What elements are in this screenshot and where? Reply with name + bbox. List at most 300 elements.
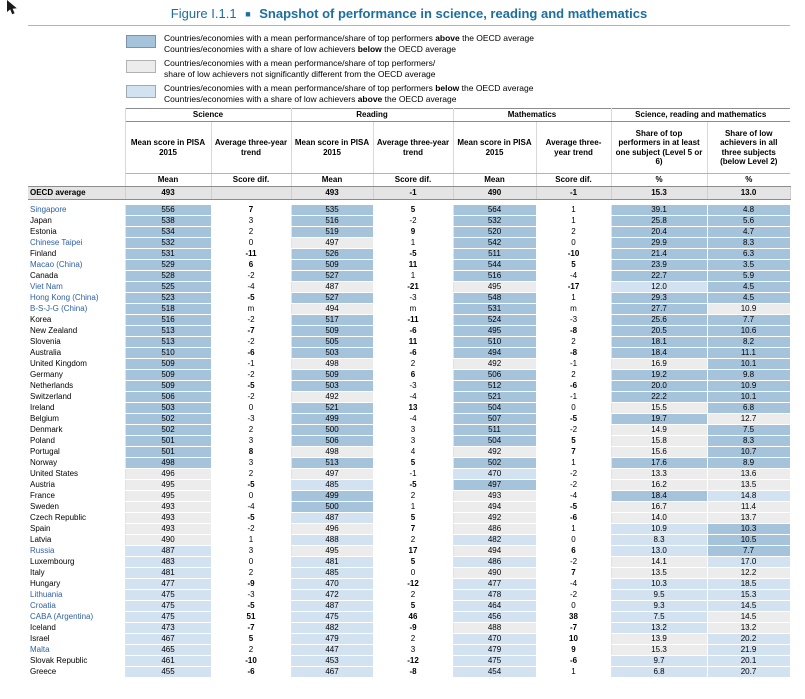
science-mean-cell: 495 — [125, 479, 211, 490]
reading-mean-cell: 472 — [291, 589, 373, 600]
math-trend-cell: -7 — [536, 622, 611, 633]
country-name: Japan — [28, 215, 125, 226]
math-mean-cell: 470 — [453, 633, 536, 644]
science-mean-cell: 509 — [125, 369, 211, 380]
math-mean-cell: 544 — [453, 259, 536, 270]
math-mean-cell: 478 — [453, 589, 536, 600]
country-row — [28, 578, 790, 589]
low-achievers-cell: 10.1 — [707, 391, 790, 402]
math-mean-cell: 493 — [453, 490, 536, 501]
math-mean-cell: 495 — [453, 325, 536, 336]
math-mean-cell: 486 — [453, 556, 536, 567]
reading-mean-cell: 499 — [291, 413, 373, 424]
top-performers-cell: 8.3 — [611, 534, 707, 545]
country-row — [28, 270, 790, 281]
low-achievers-cell: 10.6 — [707, 325, 790, 336]
subheader-math-trend: Average three-year trend — [536, 122, 611, 174]
top-performers-cell: 18.4 — [611, 347, 707, 358]
country-rows — [28, 205, 790, 678]
oecd-top-performers: 15.3 — [611, 187, 707, 200]
reading-trend-cell: 2 — [373, 589, 453, 600]
country-row — [28, 369, 790, 380]
reading-mean-cell: 527 — [291, 292, 373, 303]
top-performers-cell: 13.2 — [611, 622, 707, 633]
reading-trend-cell: -9 — [373, 622, 453, 633]
country-column-header — [28, 109, 125, 122]
science-mean-cell: 510 — [125, 347, 211, 358]
country-row — [28, 303, 790, 314]
math-mean-cell: 532 — [453, 215, 536, 226]
reading-trend-cell: -12 — [373, 578, 453, 589]
math-mean-cell: 564 — [453, 205, 536, 216]
country-name: Poland — [28, 435, 125, 446]
top-performers-cell: 9.7 — [611, 655, 707, 666]
subheader-row — [28, 122, 790, 174]
reading-mean-cell: 475 — [291, 611, 373, 622]
country-name: Switzerland — [28, 391, 125, 402]
reading-mean-cell: 513 — [291, 457, 373, 468]
unit-reading-trend: Score dif. — [373, 174, 453, 187]
science-mean-cell: 506 — [125, 391, 211, 402]
reading-mean-cell: 535 — [291, 205, 373, 216]
low-achievers-cell: 7.7 — [707, 314, 790, 325]
low-achievers-cell: 10.5 — [707, 534, 790, 545]
low-achievers-cell: 8.2 — [707, 336, 790, 347]
reading-trend-cell: -1 — [373, 468, 453, 479]
science-mean-cell: 487 — [125, 545, 211, 556]
top-performers-cell: 14.0 — [611, 512, 707, 523]
math-trend-cell: 7 — [536, 567, 611, 578]
reading-trend-cell: 1 — [373, 237, 453, 248]
low-achievers-cell: 3.5 — [707, 259, 790, 270]
country-row — [28, 622, 790, 633]
legend-text-line: Countries/economies with a share of low achievers above the OECD average — [164, 93, 457, 104]
reading-mean-cell: 498 — [291, 358, 373, 369]
reading-trend-cell: 1 — [373, 270, 453, 281]
science-trend-cell: 7 — [211, 205, 291, 216]
reading-mean-cell: 481 — [291, 556, 373, 567]
unit-math-trend: Score dif. — [536, 174, 611, 187]
math-trend-cell: 1 — [536, 666, 611, 677]
country-name: Estonia — [28, 226, 125, 237]
reading-mean-cell: 487 — [291, 281, 373, 292]
low-achievers-cell: 10.1 — [707, 358, 790, 369]
math-mean-cell: 492 — [453, 358, 536, 369]
math-trend-cell: -6 — [536, 512, 611, 523]
reading-trend-cell: 13 — [373, 402, 453, 413]
top-performers-cell: 15.3 — [611, 644, 707, 655]
math-trend-cell: 0 — [536, 402, 611, 413]
top-performers-cell: 10.3 — [611, 578, 707, 589]
country-name: Hungary — [28, 578, 125, 589]
country-row — [28, 292, 790, 303]
unit-low-achievers: % — [707, 174, 790, 187]
country-name: Macao (China) — [28, 259, 125, 270]
unit-science-mean: Mean — [125, 174, 211, 187]
reading-mean-cell: 509 — [291, 259, 373, 270]
top-performers-cell: 16.9 — [611, 358, 707, 369]
science-trend-cell: -2 — [211, 523, 291, 534]
math-trend-cell: 2 — [536, 336, 611, 347]
oecd-average-row — [28, 187, 790, 200]
math-trend-cell: 2 — [536, 226, 611, 237]
top-performers-cell: 19.7 — [611, 413, 707, 424]
science-trend-cell: -1 — [211, 358, 291, 369]
science-mean-cell: 490 — [125, 534, 211, 545]
math-trend-cell: 0 — [536, 600, 611, 611]
low-achievers-cell: 5.6 — [707, 215, 790, 226]
legend-swatch-not-different — [126, 60, 156, 73]
math-mean-cell: 464 — [453, 600, 536, 611]
top-performers-cell: 22.2 — [611, 391, 707, 402]
science-mean-cell: 473 — [125, 622, 211, 633]
country-row — [28, 545, 790, 556]
science-trend-cell: 1 — [211, 534, 291, 545]
reading-mean-cell: 526 — [291, 248, 373, 259]
low-achievers-cell: 12.2 — [707, 567, 790, 578]
reading-trend-cell: 5 — [373, 600, 453, 611]
math-trend-cell: -4 — [536, 490, 611, 501]
reading-trend-cell: -12 — [373, 655, 453, 666]
low-achievers-cell: 13.7 — [707, 512, 790, 523]
country-row — [28, 666, 790, 677]
science-mean-cell: 509 — [125, 358, 211, 369]
reading-trend-cell: -11 — [373, 314, 453, 325]
math-mean-cell: 511 — [453, 248, 536, 259]
reading-trend-cell: 11 — [373, 336, 453, 347]
science-trend-cell: m — [211, 303, 291, 314]
country-row — [28, 435, 790, 446]
country-name: Ireland — [28, 402, 125, 413]
science-mean-cell: 534 — [125, 226, 211, 237]
low-achievers-cell: 10.3 — [707, 523, 790, 534]
reading-trend-cell: m — [373, 303, 453, 314]
country-name: Singapore — [28, 205, 125, 216]
math-mean-cell: 495 — [453, 281, 536, 292]
math-trend-cell: 5 — [536, 259, 611, 270]
low-achievers-cell: 13.2 — [707, 622, 790, 633]
science-mean-cell: 525 — [125, 281, 211, 292]
top-performers-cell: 27.7 — [611, 303, 707, 314]
legend-swatch-above-average — [126, 35, 156, 48]
science-trend-cell: -5 — [211, 512, 291, 523]
country-row — [28, 512, 790, 523]
top-performers-cell: 21.4 — [611, 248, 707, 259]
oecd-low-achievers: 13.0 — [707, 187, 790, 200]
math-trend-cell: 0 — [536, 237, 611, 248]
country-row — [28, 501, 790, 512]
country-row — [28, 380, 790, 391]
country-name: Netherlands — [28, 380, 125, 391]
reading-trend-cell: 2 — [373, 633, 453, 644]
reading-mean-cell: 516 — [291, 215, 373, 226]
legend-text — [164, 58, 436, 79]
math-trend-cell: -4 — [536, 270, 611, 281]
country-row — [28, 402, 790, 413]
reading-mean-cell: 496 — [291, 523, 373, 534]
country-name: Israel — [28, 633, 125, 644]
country-name: Portugal — [28, 446, 125, 457]
country-row — [28, 490, 790, 501]
country-row — [28, 391, 790, 402]
country-name: Chinese Taipei — [28, 237, 125, 248]
science-trend-cell: 0 — [211, 402, 291, 413]
low-achievers-cell: 12.7 — [707, 413, 790, 424]
science-mean-cell: 493 — [125, 501, 211, 512]
country-name: Croatia — [28, 600, 125, 611]
country-name: Austria — [28, 479, 125, 490]
country-row — [28, 567, 790, 578]
reading-trend-cell: -5 — [373, 479, 453, 490]
math-trend-cell: -2 — [536, 589, 611, 600]
reading-mean-cell: 482 — [291, 622, 373, 633]
country-row — [28, 479, 790, 490]
top-performers-cell: 14.1 — [611, 556, 707, 567]
science-mean-cell: 523 — [125, 292, 211, 303]
science-trend-cell: -10 — [211, 655, 291, 666]
country-row — [28, 468, 790, 479]
legend-item-above-average — [126, 33, 790, 54]
science-mean-cell: 496 — [125, 468, 211, 479]
science-trend-cell: -3 — [211, 413, 291, 424]
country-row — [28, 215, 790, 226]
country-name: Spain — [28, 523, 125, 534]
math-trend-cell: -8 — [536, 325, 611, 336]
country-name: Sweden — [28, 501, 125, 512]
country-name: Norway — [28, 457, 125, 468]
math-trend-cell: 1 — [536, 292, 611, 303]
math-mean-cell: 488 — [453, 622, 536, 633]
math-mean-cell: 494 — [453, 501, 536, 512]
reading-mean-cell: 498 — [291, 446, 373, 457]
subheader-reading-trend: Average three-year trend — [373, 122, 453, 174]
country-row — [28, 226, 790, 237]
low-achievers-cell: 8.9 — [707, 457, 790, 468]
top-performers-cell: 18.4 — [611, 490, 707, 501]
math-mean-cell: 479 — [453, 644, 536, 655]
country-row — [28, 237, 790, 248]
math-mean-cell: 482 — [453, 534, 536, 545]
top-performers-cell: 19.2 — [611, 369, 707, 380]
math-trend-cell: -1 — [536, 358, 611, 369]
math-trend-cell: -2 — [536, 479, 611, 490]
math-trend-cell: m — [536, 303, 611, 314]
country-name: Denmark — [28, 424, 125, 435]
math-mean-cell: 475 — [453, 655, 536, 666]
science-trend-cell: 0 — [211, 490, 291, 501]
science-trend-cell: -9 — [211, 578, 291, 589]
country-name: New Zealand — [28, 325, 125, 336]
country-row — [28, 281, 790, 292]
country-name: Korea — [28, 314, 125, 325]
top-performers-cell: 16.7 — [611, 501, 707, 512]
reading-trend-cell: 9 — [373, 226, 453, 237]
country-name: Germany — [28, 369, 125, 380]
country-row — [28, 655, 790, 666]
math-trend-cell: -3 — [536, 314, 611, 325]
country-row — [28, 644, 790, 655]
country-name: Latvia — [28, 534, 125, 545]
science-mean-cell: 501 — [125, 435, 211, 446]
country-name: Australia — [28, 347, 125, 358]
math-trend-cell: -8 — [536, 347, 611, 358]
science-mean-cell: 475 — [125, 600, 211, 611]
country-name: Canada — [28, 270, 125, 281]
science-trend-cell: -6 — [211, 347, 291, 358]
math-mean-cell: 521 — [453, 391, 536, 402]
math-trend-cell: -6 — [536, 380, 611, 391]
science-trend-cell: -5 — [211, 479, 291, 490]
legend-text — [164, 33, 534, 54]
science-mean-cell: 529 — [125, 259, 211, 270]
reading-trend-cell: 3 — [373, 424, 453, 435]
country-row — [28, 259, 790, 270]
top-performers-cell: 20.4 — [611, 226, 707, 237]
science-mean-cell: 498 — [125, 457, 211, 468]
top-performers-cell: 23.9 — [611, 259, 707, 270]
math-mean-cell: 510 — [453, 336, 536, 347]
col-group-all-subjects: Science, reading and mathematics — [611, 109, 790, 122]
oecd-math-mean: 490 — [453, 187, 536, 200]
country-row — [28, 589, 790, 600]
top-performers-cell: 7.5 — [611, 611, 707, 622]
science-mean-cell: 461 — [125, 655, 211, 666]
reading-trend-cell: 2 — [373, 490, 453, 501]
reading-trend-cell: 2 — [373, 358, 453, 369]
science-trend-cell: -7 — [211, 325, 291, 336]
country-name: Slovak Republic — [28, 655, 125, 666]
reading-trend-cell: -8 — [373, 666, 453, 677]
science-trend-cell: -5 — [211, 292, 291, 303]
science-trend-cell: -11 — [211, 248, 291, 259]
science-trend-cell: -2 — [211, 369, 291, 380]
reading-mean-cell: 447 — [291, 644, 373, 655]
figure-label: Figure I.1.1 — [170, 6, 237, 21]
low-achievers-cell: 10.9 — [707, 303, 790, 314]
group-header-row — [28, 109, 790, 122]
country-row — [28, 314, 790, 325]
top-performers-cell: 18.1 — [611, 336, 707, 347]
country-name: B-S-J-G (China) — [28, 303, 125, 314]
science-mean-cell: 531 — [125, 248, 211, 259]
reading-trend-cell: 5 — [373, 512, 453, 523]
math-trend-cell: 0 — [536, 534, 611, 545]
science-trend-cell: -3 — [211, 589, 291, 600]
country-row — [28, 534, 790, 545]
legend — [126, 33, 790, 104]
figure-title: Snapshot of performance in science, reading and mathematics — [259, 6, 648, 21]
low-achievers-cell: 4.7 — [707, 226, 790, 237]
math-mean-cell: 531 — [453, 303, 536, 314]
country-name: CABA (Argentina) — [28, 611, 125, 622]
reading-mean-cell: 467 — [291, 666, 373, 677]
country-row — [28, 611, 790, 622]
country-row — [28, 523, 790, 534]
low-achievers-cell: 4.5 — [707, 292, 790, 303]
low-achievers-cell: 10.7 — [707, 446, 790, 457]
science-trend-cell: -2 — [211, 270, 291, 281]
top-performers-cell: 15.5 — [611, 402, 707, 413]
science-mean-cell: 513 — [125, 336, 211, 347]
math-trend-cell: -4 — [536, 578, 611, 589]
math-trend-cell: -1 — [536, 391, 611, 402]
subheader-math-mean: Mean score in PISA 2015 — [453, 122, 536, 174]
science-mean-cell: 556 — [125, 205, 211, 216]
country-name: United Kingdom — [28, 358, 125, 369]
science-mean-cell: 528 — [125, 270, 211, 281]
science-trend-cell: 2 — [211, 424, 291, 435]
reading-mean-cell: 487 — [291, 512, 373, 523]
math-trend-cell: -10 — [536, 248, 611, 259]
science-mean-cell: 465 — [125, 644, 211, 655]
oecd-reading-trend: -1 — [373, 187, 453, 200]
science-mean-cell: 518 — [125, 303, 211, 314]
low-achievers-cell: 8.3 — [707, 237, 790, 248]
reading-mean-cell: 485 — [291, 567, 373, 578]
reading-trend-cell: 3 — [373, 644, 453, 655]
math-mean-cell: 516 — [453, 270, 536, 281]
reading-mean-cell: 495 — [291, 545, 373, 556]
low-achievers-cell: 7.5 — [707, 424, 790, 435]
math-mean-cell: 507 — [453, 413, 536, 424]
science-mean-cell: 516 — [125, 314, 211, 325]
science-mean-cell: 493 — [125, 523, 211, 534]
top-performers-cell: 15.6 — [611, 446, 707, 457]
reading-mean-cell: 517 — [291, 314, 373, 325]
oecd-science-trend — [211, 187, 291, 200]
unit-math-mean: Mean — [453, 174, 536, 187]
top-performers-cell: 39.1 — [611, 205, 707, 216]
subheader-low-achievers: Share of low achievers in all three subjects (below Level 2) — [707, 122, 790, 174]
reading-trend-cell: 5 — [373, 457, 453, 468]
low-achievers-cell: 17.0 — [707, 556, 790, 567]
country-row — [28, 600, 790, 611]
reading-mean-cell: 479 — [291, 633, 373, 644]
math-mean-cell: 506 — [453, 369, 536, 380]
reading-trend-cell: -3 — [373, 380, 453, 391]
country-row — [28, 358, 790, 369]
science-mean-cell: 538 — [125, 215, 211, 226]
math-mean-cell: 470 — [453, 468, 536, 479]
legend-text-line: share of low achievers not significantly different from the OECD average — [164, 68, 436, 79]
math-trend-cell: -2 — [536, 468, 611, 479]
math-trend-cell: -6 — [536, 655, 611, 666]
reading-trend-cell: 3 — [373, 435, 453, 446]
reading-trend-cell: 46 — [373, 611, 453, 622]
science-trend-cell: 2 — [211, 468, 291, 479]
math-trend-cell: 1 — [536, 215, 611, 226]
title-divider — [28, 25, 790, 26]
top-performers-cell: 13.9 — [611, 633, 707, 644]
science-mean-cell: 502 — [125, 424, 211, 435]
top-performers-cell: 25.8 — [611, 215, 707, 226]
reading-mean-cell: 488 — [291, 534, 373, 545]
math-mean-cell: 486 — [453, 523, 536, 534]
low-achievers-cell: 6.3 — [707, 248, 790, 259]
top-performers-cell: 22.7 — [611, 270, 707, 281]
science-mean-cell: 513 — [125, 325, 211, 336]
reading-trend-cell: 4 — [373, 446, 453, 457]
reading-mean-cell: 492 — [291, 391, 373, 402]
col-group-reading: Reading — [291, 109, 453, 122]
country-row — [28, 633, 790, 644]
reading-mean-cell: 519 — [291, 226, 373, 237]
reading-trend-cell: -6 — [373, 325, 453, 336]
reading-trend-cell: 1 — [373, 501, 453, 512]
subheader-science-trend: Average three-year trend — [211, 122, 291, 174]
science-mean-cell: 532 — [125, 237, 211, 248]
reading-trend-cell: 6 — [373, 369, 453, 380]
